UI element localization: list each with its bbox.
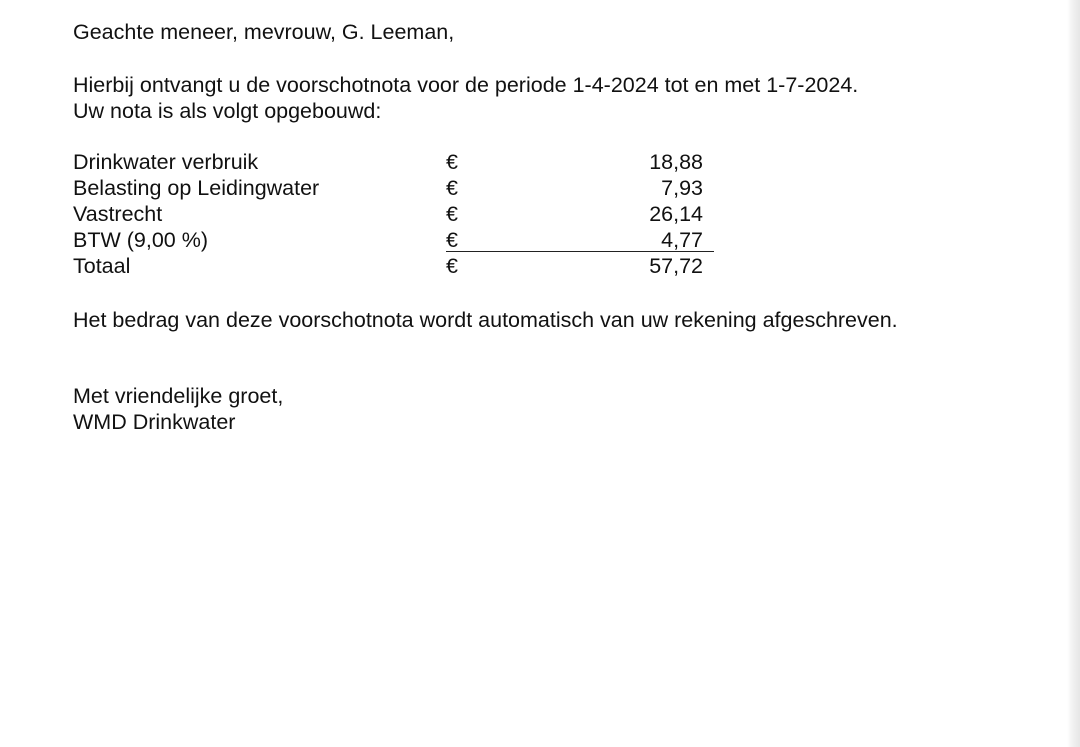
total-row: [73, 253, 733, 279]
sum-divider: [446, 251, 714, 252]
line-item-label: Drinkwater verbruik: [73, 150, 259, 174]
line-item-drinkwater: [73, 149, 733, 175]
currency-symbol: €: [446, 254, 458, 278]
currency-symbol: €: [446, 228, 458, 252]
line-item-vastrecht: [73, 201, 733, 227]
line-item-amount: 7,93: [661, 176, 703, 200]
closing: Met vriendelijke groet,: [73, 384, 284, 408]
line-item-btw: [73, 227, 733, 253]
line-item-amount: 18,88: [649, 150, 703, 174]
currency-symbol: €: [446, 176, 458, 200]
line-item-amount: 26,14: [649, 202, 703, 226]
signature: WMD Drinkwater: [73, 410, 236, 434]
greeting: Geachte meneer, mevrouw, G. Leeman,: [73, 20, 455, 44]
payment-note: Het bedrag van deze voorschotnota wordt automatisch van uw rekening afgeschreven.: [73, 308, 898, 332]
line-item-amount: 4,77: [661, 228, 703, 252]
currency-symbol: €: [446, 150, 458, 174]
intro-line-2: Uw nota is als volgt opgebouwd:: [73, 99, 382, 123]
line-item-belasting: [73, 175, 733, 201]
currency-symbol: €: [446, 202, 458, 226]
intro-line-1: Hierbij ontvangt u de voorschotnota voor de periode 1-4-2024 tot en met 1-7-2024.: [73, 73, 859, 97]
line-item-label: Belasting op Leidingwater: [73, 176, 320, 200]
total-label: Totaal: [73, 254, 131, 278]
total-amount: 57,72: [649, 254, 703, 278]
page-edge-shadow: [1067, 0, 1080, 747]
line-item-label: BTW (9,00 %): [73, 228, 208, 252]
line-item-label: Vastrecht: [73, 202, 163, 226]
